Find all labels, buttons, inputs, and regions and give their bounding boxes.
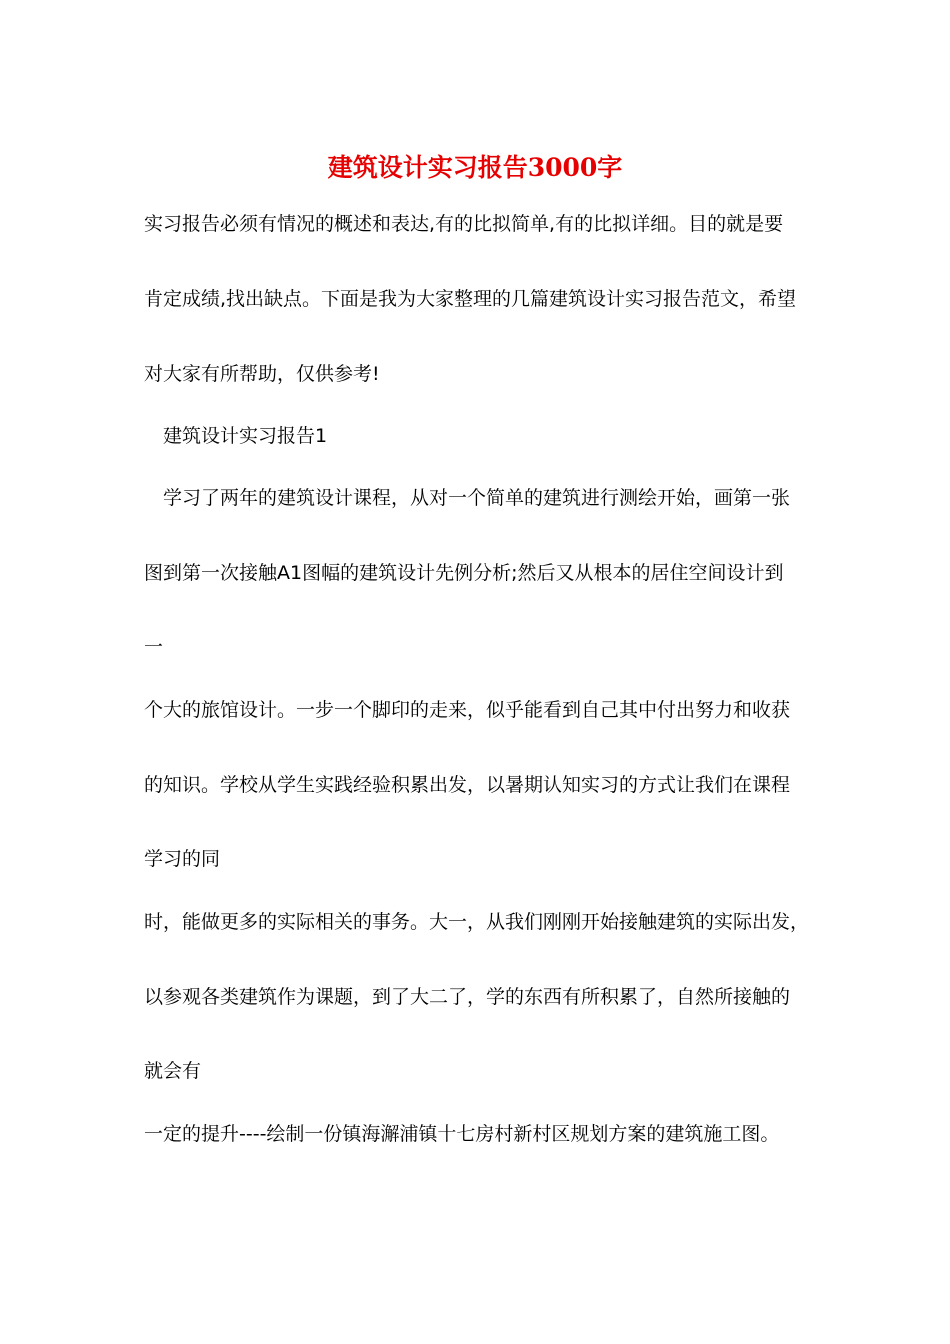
paragraph-line: 时，能做更多的实际相关的事务。大一，从我们刚刚开始接触建筑的实际出发，: [144, 911, 810, 933]
section-heading: 建筑设计实习报告1: [163, 425, 328, 447]
paragraph-line: 图到第一次接触A1图幅的建筑设计先例分析;然后又从根本的居住空间设计到: [144, 562, 784, 584]
paragraph-line: 实习报告必须有情况的概述和表达,有的比拟简单,有的比拟详细。目的就是要: [144, 213, 784, 235]
paragraph-line: 学习了两年的建筑设计课程，从对一个简单的建筑进行测绘开始，画第一张: [163, 487, 791, 509]
paragraph-line: 就会有: [144, 1060, 202, 1082]
paragraph-line: 一: [144, 636, 164, 658]
paragraph-line: 个大的旅馆设计。一步一个脚印的走来，似乎能看到自己其中付出努力和收获: [144, 699, 791, 721]
paragraph-line: 一定的提升----绘制一份镇海澥浦镇十七房村新村区规划方案的建筑施工图。: [144, 1123, 780, 1145]
paragraph-line: 学习的同: [144, 848, 221, 870]
paragraph-line: 的知识。学校从学生实践经验积累出发，以暑期认知实习的方式让我们在课程: [144, 774, 791, 796]
paragraph-line: 以参观各类建筑作为课题，到了大二了，学的东西有所积累了，自然所接触的: [144, 986, 791, 1008]
document-title: 建筑设计实习报告3000字: [327, 153, 623, 182]
paragraph-line: 对大家有所帮助，仅供参考!: [144, 363, 380, 385]
paragraph-line: 肯定成绩,找出缺点。下面是我为大家整理的几篇建筑设计实习报告范文，希望: [144, 288, 797, 310]
